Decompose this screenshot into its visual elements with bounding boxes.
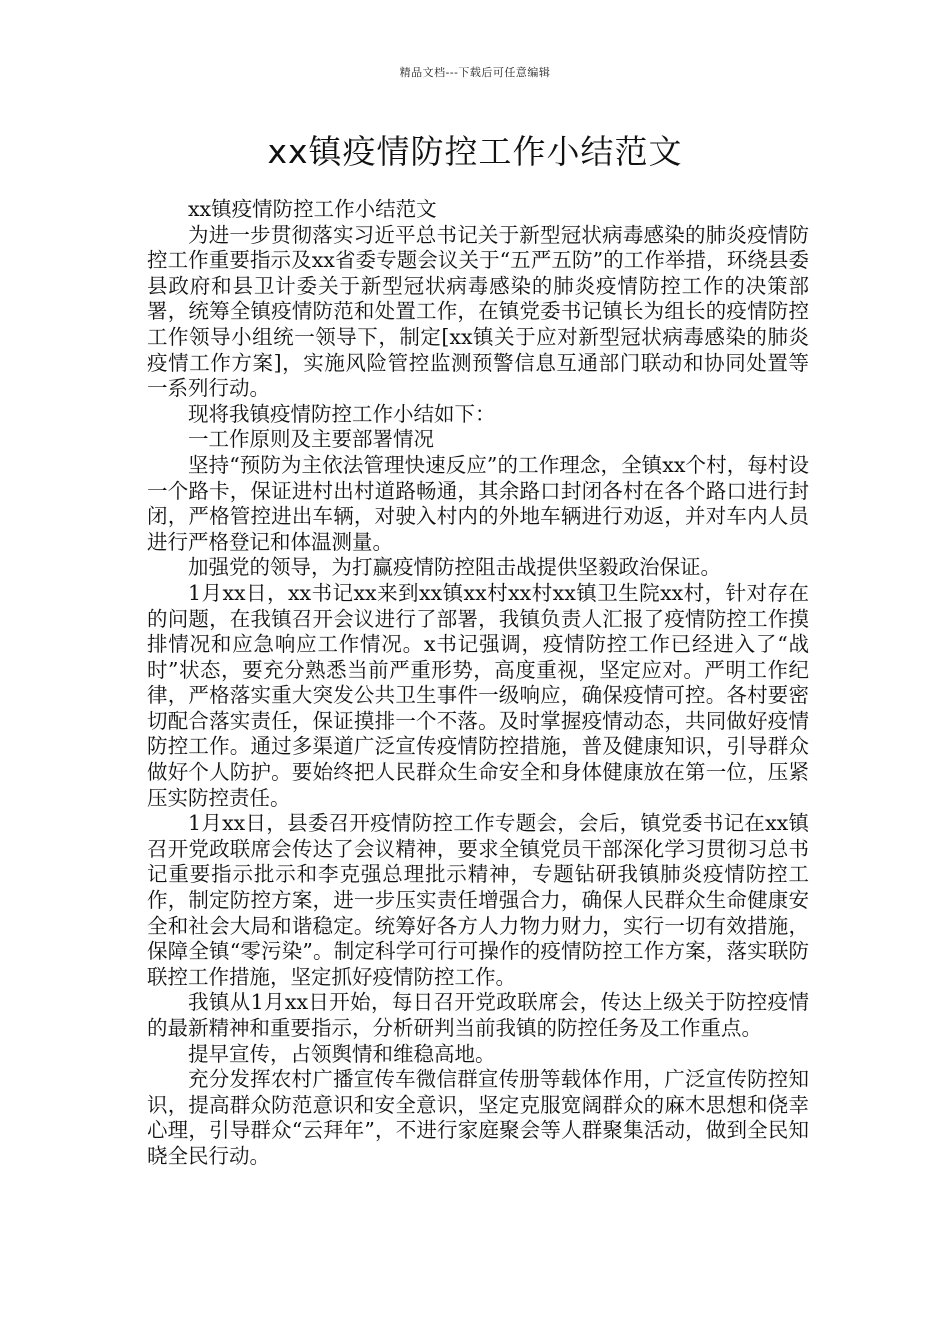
paragraph-summary-lead: 现将我镇疫情防控工作小结如下：	[188, 401, 496, 426]
paragraph: 1月xx日，xx书记xx来到xx镇xx村xx村xx镇卫生院xx村，针对存在的问题，在我镇召开会议进行了部署，我镇负责人汇报了疫情防控工作摸排情况和应急响应工作情况。x书记强调，疫情防控工作已经进入了“战时”状态，要充分熟悉当前严重形势，高度重视，坚定应对。严明工作纪律，严格落实重大突发公共卫生事件一级响应，确保疫情可控。各村要密切配合落实责任，保证摸排一个不落。及时掌握疫情动态，共同做好疫情防控工作。通过多渠道广泛宣传疫情防控措施，普及健康知识，引导群众做好个人防护。要始终把人民群众生命安全和身体健康放在第一位，压紧压实防控责任。	[147, 580, 809, 810]
paragraph: 充分发挥农村广播宣传车微信群宣传册等载体作用，广泛宣传防控知识，提高群众防范意识和安全意识，坚定克服宽阔群众的麻木思想和侥幸心理，引导群众“云拜年”，不进行家庭聚会等人群聚集活动，做到全民知晓全民行动。	[147, 1067, 809, 1168]
paragraph-intro: 为进一步贯彻落实习近平总书记关于新型冠状病毒感染的肺炎疫情防控工作重要指示及xx省委专题会议关于“五严五防”的工作举措，环绕县委县政府和县卫计委关于新型冠状病毒感染的肺炎疫情防控工作的决策部署，统筹全镇疫情防范和处置工作，在镇党委书记镇长为组长的疫情防控工作领导小组统一领导下，制定[xx镇关于应对新型冠状病毒感染的肺炎疫情工作方案]，实施风险管控监测预警信息互通部门联动和协同处置等一系列行动。	[147, 222, 809, 401]
paragraph: 我镇从1月xx日开始，每日召开党政联席会，传达上级关于防控疫情的最新精神和重要指示，分析研判当前我镇的防控任务及工作重点。	[147, 990, 809, 1040]
section-heading: 一工作原则及主要部署情况	[188, 427, 434, 452]
document-body	[147, 197, 809, 1170]
paragraph: 坚持“预防为主依法管理快速反应”的工作理念，全镇xx个村，每村设一个路卡，保证进村出村道路畅通，其余路口封闭各村在各个路口进行封闭，严格管控进出车辆，对驶入村内的外地车辆进行劝返，并对车内人员进行严格登记和体温测量。	[147, 452, 809, 554]
paragraph-subtitle: xx镇疫情防控工作小结范文	[188, 197, 437, 221]
paragraph: 提早宣传，占领舆情和维稳高地。	[188, 1041, 496, 1066]
paragraph: 加强党的领导，为打赢疫情防控阻击战提供坚毅政治保证。	[188, 555, 721, 580]
header-note: 精品文档---下载后可任意编辑	[399, 66, 551, 79]
paragraph: 1月xx日，县委召开疫情防控工作专题会，会后，镇党委书记在xx镇召开党政联席会传达了会议精神，要求全镇党员干部深化学习贯彻习总书记重要指示批示和李克强总理批示精神，专题钻研我镇肺炎疫情防控工作，制定防控方案，进一步压实责任增强合力，确保人民群众生命健康安全和社会大局和谐稳定。统筹好各方人力物力财力，实行一切有效措施，保障全镇“零污染”。制定科学可行可操作的疫情防控工作方案，落实联防联控工作措施，坚定抓好疫情防控工作。	[147, 811, 809, 989]
document-title: xx镇疫情防控工作小结范文	[267, 132, 683, 171]
